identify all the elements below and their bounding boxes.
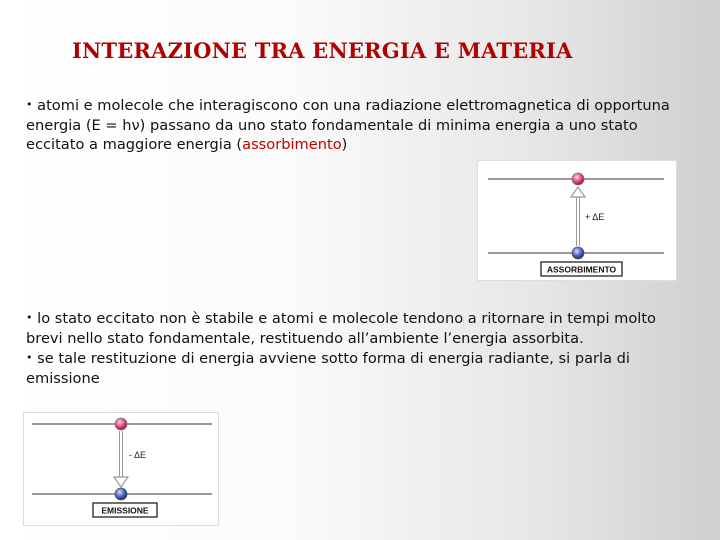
absorption-diagram <box>478 161 676 280</box>
arrow-up-icon <box>571 187 585 197</box>
slide-title: INTERAZIONE TRA ENERGIA E MATERIA <box>72 38 573 63</box>
emission-point-2 <box>26 348 696 388</box>
absorption-text: atomi e molecole che interagiscono con una radiazione elettromagnetica di opportuna energia (E = hν) passano da uno stato fondamentale di minima energia a uno stato eccitato a maggiore energia ( <box>26 97 670 153</box>
paragraph-emission <box>26 308 696 388</box>
ground-particle <box>115 488 127 500</box>
absorption-highlight: assorbimento <box>242 136 342 153</box>
excited-particle <box>115 418 127 430</box>
ground-particle <box>572 247 584 259</box>
emission-diagram <box>24 413 218 525</box>
energy-label: - ΔE <box>129 450 147 460</box>
diagram-caption: EMISSIONE <box>101 505 149 516</box>
bullet: • <box>26 311 33 324</box>
paragraph-absorption <box>26 95 696 155</box>
excited-particle <box>572 173 584 185</box>
bullet: • <box>26 351 33 364</box>
bullet: • <box>26 98 33 111</box>
diagram-caption: ASSORBIMENTO <box>546 264 617 275</box>
emission-text: se tale restituzione di energia avviene sotto forma di energia radiante, si parla di emissione <box>26 350 630 387</box>
relaxation-text: lo stato eccitato non è stabile e atomi e molecole tendono a ritornare in tempi molto brevi nello stato fondamentale, restituendo all’ambiente l’energia assorbita. <box>26 310 656 347</box>
emission-point-1 <box>26 308 696 348</box>
arrow-down-icon <box>114 477 128 487</box>
energy-label: + ΔE <box>585 212 605 222</box>
absorption-text-end: ) <box>341 136 348 153</box>
